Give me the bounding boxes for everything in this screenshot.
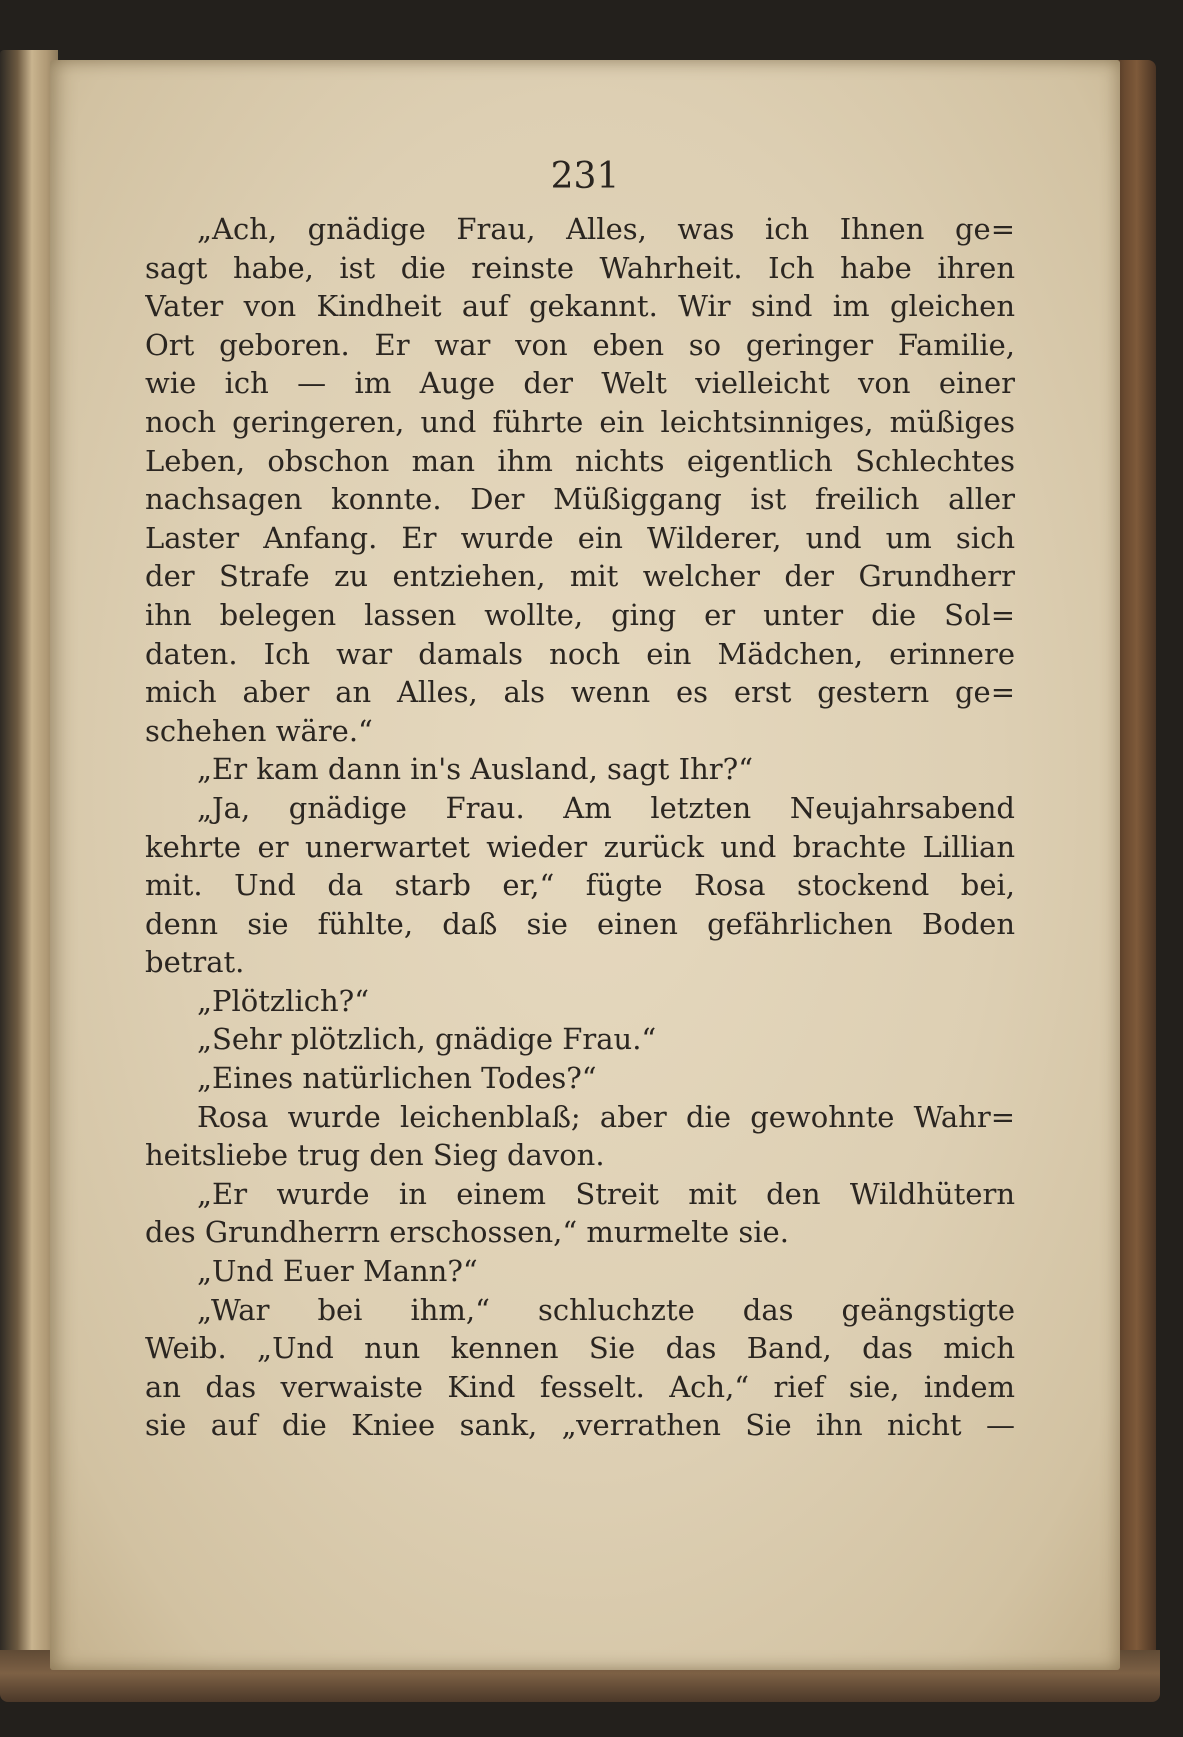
text-line: Rosa wurde leichenblaß; aber die gewohnte Wahr= <box>197 1099 1015 1134</box>
text-line: „Er kam dann in's Ausland, sagt Ihr?“ <box>197 752 754 787</box>
text-line: ihn belegen lassen wollte, ging er unter die Sol= <box>145 597 1015 632</box>
text-line: des Grundherrn erschossen,“ murmelte sie. <box>145 1215 789 1250</box>
text-line: der Strafe zu entziehen, mit welcher der Grundherr <box>145 559 1015 594</box>
text-line: nachsagen konnte. Der Müßiggang ist freilich aller <box>145 482 1015 517</box>
text-line: „Er wurde in einem Streit mit den Wildhütern <box>197 1176 1015 1211</box>
text-line: mit. Und da starb er,“ fügte Rosa stockend bei, <box>145 868 1015 903</box>
text-line: Leben, obschon man ihm nichts eigentlich Schlechtes <box>145 443 1015 478</box>
text-line: „War bei ihm,“ schluchzte das geängstigte <box>197 1292 1015 1327</box>
text-line: sagt habe, ist die reinste Wahrheit. Ich habe ihren <box>145 250 1015 285</box>
text-line: „Ach, gnädige Frau, Alles, was ich Ihnen ge= <box>197 212 1015 246</box>
text-line: daten. Ich war damals noch ein Mädchen, erinnere <box>145 636 1015 671</box>
page-number: 231 <box>550 156 620 197</box>
text-line: an das verwaiste Kind fesselt. Ach,“ rief sie, indem <box>145 1369 1015 1404</box>
text-line: Laster Anfang. Er wurde ein Wilderer, und um sich <box>145 520 1015 555</box>
text-line: mich aber an Alles, als wenn es erst gestern ge= <box>145 675 1015 710</box>
page-text <box>145 210 1015 1445</box>
text-line: denn sie fühlte, daß sie einen gefährlichen Boden <box>145 906 1015 941</box>
text-line: schehen wäre.“ <box>145 713 373 748</box>
text-line: sie auf die Kniee sank, „verrathen Sie ihn nicht — <box>145 1408 1015 1443</box>
text-line: Ort geboren. Er war von eben so geringer Familie, <box>145 327 1015 362</box>
text-line: wie ich — im Auge der Welt vielleicht von einer <box>145 366 1015 401</box>
text-line: „Plötzlich?“ <box>197 983 370 1018</box>
text-line: heitsliebe trug den Sieg davon. <box>145 1138 605 1173</box>
text-line: „Ja, gnädige Frau. Am letzten Neujahrsabend <box>197 790 1015 825</box>
text-line: Vater von Kindheit auf gekannt. Wir sind im gleichen <box>145 289 1015 324</box>
book-page <box>50 60 1120 1670</box>
text-line: „Und Euer Mann?“ <box>197 1254 478 1289</box>
text-line: noch geringeren, und führte ein leichtsinniges, müßiges <box>145 404 1015 439</box>
text-line: Weib. „Und nun kennen Sie das Band, das mich <box>145 1331 1015 1366</box>
text-line: „Eines natürlichen Todes?“ <box>197 1061 597 1096</box>
text-line: betrat. <box>145 945 245 980</box>
text-line: kehrte er unerwartet wieder zurück und brachte Lillian <box>145 829 1015 864</box>
text-line: „Sehr plötzlich, gnädige Frau.“ <box>197 1022 657 1057</box>
